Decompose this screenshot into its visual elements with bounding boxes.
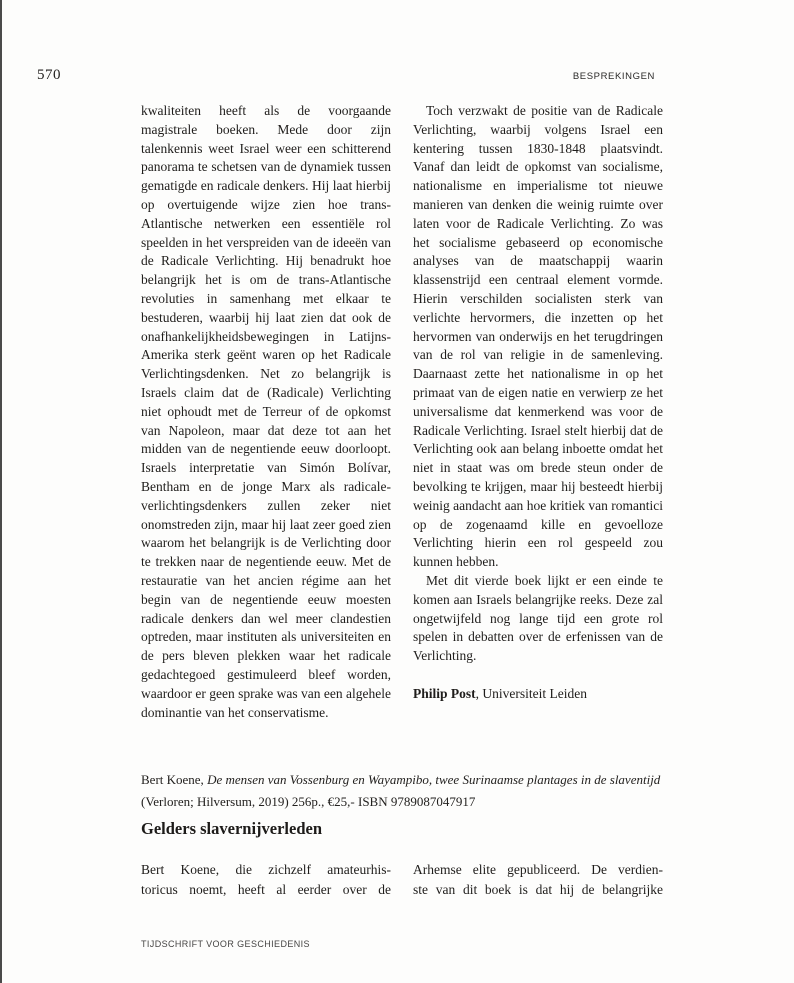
journal-title-footer: TIJDSCHRIFT VOOR GESCHIEDENIS [141, 939, 310, 949]
review-paragraph: Met dit vierde boek lijkt er een einde te komen aan Israels belangrijke reeks. Deze zal ongetwijfeld nog lange tijd een grote rol spelen in debatten over de erfenissen van de Verlichting. [413, 572, 663, 664]
reviewer-affiliation: , Universiteit Leiden [475, 685, 587, 701]
citation-publication-info: (Verloren; Hilversum, 2019) 256p., €25,- ISBN 9789087047917 [141, 793, 476, 809]
second-review-left-column: Bert Koene, die zichzelf amateurhis- toricus noemt, heeft al eerder over de [141, 862, 391, 897]
reviewer-signature [413, 685, 663, 704]
citation-book-title: De mensen van Vossenburg en Wayampibo, twee Surinaamse plantages in de slaventijd [207, 772, 661, 787]
review-body-columns [141, 102, 663, 722]
review-heading: Gelders slavernijverleden [141, 819, 323, 838]
review-paragraph-continued: kwaliteiten heeft als de voorgaande magistrale boeken. Mede door zijn talenkennis weet Israel weer een schitterend panorama te schetsen van de dynamiek tussen gematigde en radicale denkers. Hij laat hierbij op overtuigende wijze zien hoe trans-Atlantische netwerken een essentiële rol speelden in het verspreiden van de ideeën van de Radicale Verlichting. Hij benadrukt hoe belangrijk het is om de trans-Atlantische revoluties in samenhang met elkaar te bestuderen, waarbij hij laat zien dat ook de onafhankelijkheidsbewegingen in Latijns-Amerika sterk geënt waren op het Radicale Verlichtingsdenken. Net zo belangrijk is Israels claim dat de (Radicale) Verlichting niet ophoudt met de Terreur of de opkomst van Napoleon, maar dat deze tot aan het midden van de negentiende eeuw doorloopt. Israels interpretatie van Simón Bolívar, Bentham en de jonge Marx als radicale-verlichtingsdenkers zullen zeker niet onomstreden zijn, maar hij laat zeer goed zien waarom het belangrijk is de Verlichting door te trekken naar de negentiende eeuw. Met de restauratie van het ancien régime aan het begin van de negentiende eeuw moesten radicale denkers dan wel meer clandestien optreden, maar instituten als universiteiten en de pers bleven plekken waar het radicale gedachtegoed gestimuleerd bleef worden, waardoor er geen sprake was van een algehele dominantie van het conservatisme. [141, 103, 391, 720]
book-citation [141, 769, 701, 812]
citation-author: Bert Koene, [141, 772, 208, 787]
citation-line-1 [141, 769, 701, 791]
page-number: 570 [37, 67, 61, 83]
page-left-edge-rule [0, 0, 2, 983]
review-paragraph: Toch verzwakt de positie van de Radicale Verlichting, waarbij volgens Israel een kentering tussen 1830-1848 plaatsvindt. Vanaf dan leidt de opkomst van socialisme, nationalisme en imperialisme tot nieuwe manieren van denken die weinig ruimte over laten voor de Radicale Verlichting. Zo was het socialisme gebaseerd op economische analyses van de maatschappij waarin klassenstrijd een centraal element vormde. Hierin verschilden socialisten sterk van verlichte hervormers, die inzetten op het hervormen van onderwijs en het terugdringen van de rol van religie in de samenleving. Daarnaast zette het nationalisme in op het primaat van de eigen natie en verwierp ze het universalisme dat kenmerkend was voor de Radicale Verlichting. Israel stelt hierbij dat de Verlichting ook aan belang inboette omdat het niet in staat was om brede steun onder de bevolking te krijgen, maar hij besteedt hierbij weinig aandacht aan hoe kritiek van romantici op de zogenaamd kille en gevoelloze Verlichting hierin een rol gespeeld zou kunnen hebben. [413, 103, 663, 570]
second-review-columns [141, 860, 663, 900]
review-left-column [141, 102, 391, 722]
review-right-column [413, 102, 663, 722]
reviewer-name: Philip Post [413, 685, 476, 701]
second-review-right-column: Arhemse elite gepubliceerd. De verdien- ste van dit boek is dat hij de belangrijke [413, 862, 663, 897]
section-header: BESPREKINGEN [572, 71, 655, 82]
